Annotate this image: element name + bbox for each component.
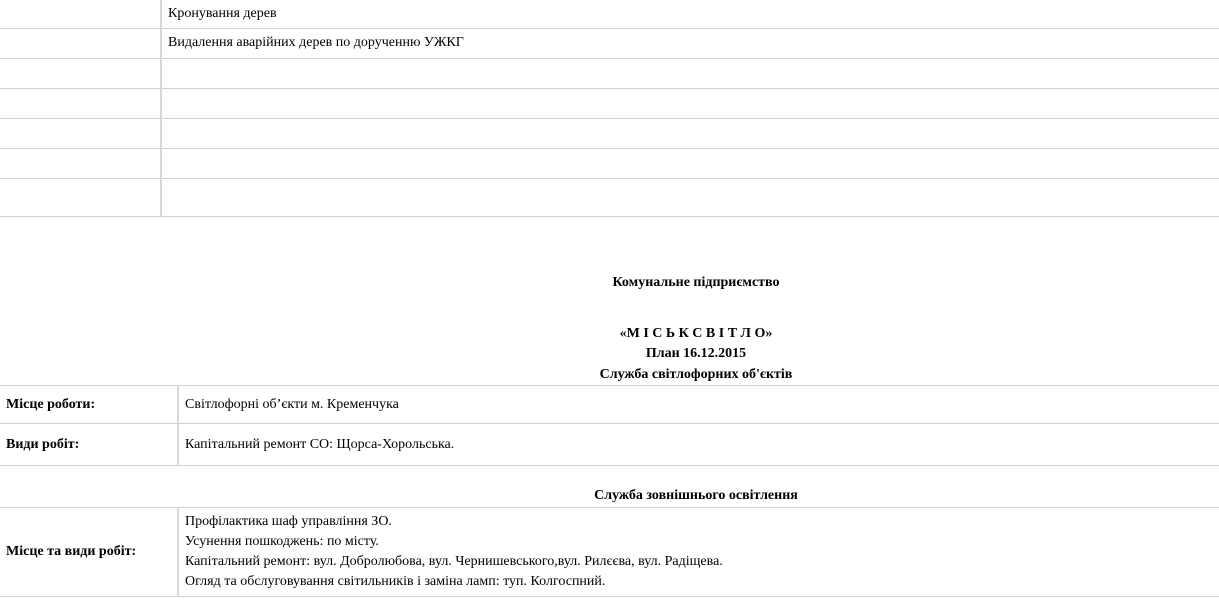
table-row: [0, 148, 1219, 178]
table-cell: [0, 28, 161, 58]
outdoor-lighting-table: [0, 507, 1219, 597]
table-cell: Видалення аварійних дерев по дорученню УЖКГ: [161, 28, 1219, 58]
table-cell: Кронування дерев: [161, 0, 1219, 28]
list-item: Усунення пошкоджень: по місту.: [185, 534, 379, 549]
plan-title: План 16.12.2015: [645, 346, 747, 361]
traffic-lights-table: [0, 385, 1219, 466]
table-cell: [0, 0, 161, 28]
table-cell: [161, 178, 1219, 216]
table-cell: [0, 178, 161, 216]
works-value: Капітальний ремонт СО: Щорса-Хорольська.: [178, 424, 1219, 466]
org-name: «М І С Ь К С В І Т Л О»: [619, 326, 773, 341]
works-label: Види робіт:: [0, 424, 178, 466]
table-cell: [161, 118, 1219, 148]
table-cell: [161, 88, 1219, 118]
table-row: [0, 118, 1219, 148]
table-cell: [0, 118, 161, 148]
table-row: [0, 58, 1219, 88]
list-item: Профілактика шаф управління ЗО.: [185, 514, 392, 529]
table-row: [0, 386, 1219, 424]
table-row: [0, 424, 1219, 466]
service-outdoor-lighting-title: Служба зовнішнього освітлення: [594, 488, 798, 503]
table-row: [0, 28, 1219, 58]
table-cell: [0, 88, 161, 118]
place-label: Місце роботи:: [0, 386, 178, 424]
tree-works-table: [0, 0, 1219, 217]
table-row: [0, 508, 1219, 597]
works-list: [178, 508, 1219, 597]
table-cell: [161, 148, 1219, 178]
org-line: Комунальне підприємство: [612, 275, 780, 290]
table-row: [0, 0, 1219, 28]
table-cell: [0, 148, 161, 178]
table-cell: [0, 58, 161, 88]
table-row: [0, 178, 1219, 216]
table-row: [0, 88, 1219, 118]
service-traffic-lights-title: Служба світлофорних об'єктів: [599, 367, 793, 382]
place-works-label: Місце та види робіт:: [0, 508, 178, 597]
table-cell: [161, 58, 1219, 88]
list-item: Капітальний ремонт: вул. Добролюбова, вул. Чернишевського,вул. Рилєєва, вул. Радіщева.: [185, 554, 723, 569]
place-value: Світлофорні об’єкти м. Кременчука: [178, 386, 1219, 424]
list-item: Огляд та обслуговування світильників і заміна ламп: туп. Колгоспний.: [185, 574, 606, 589]
